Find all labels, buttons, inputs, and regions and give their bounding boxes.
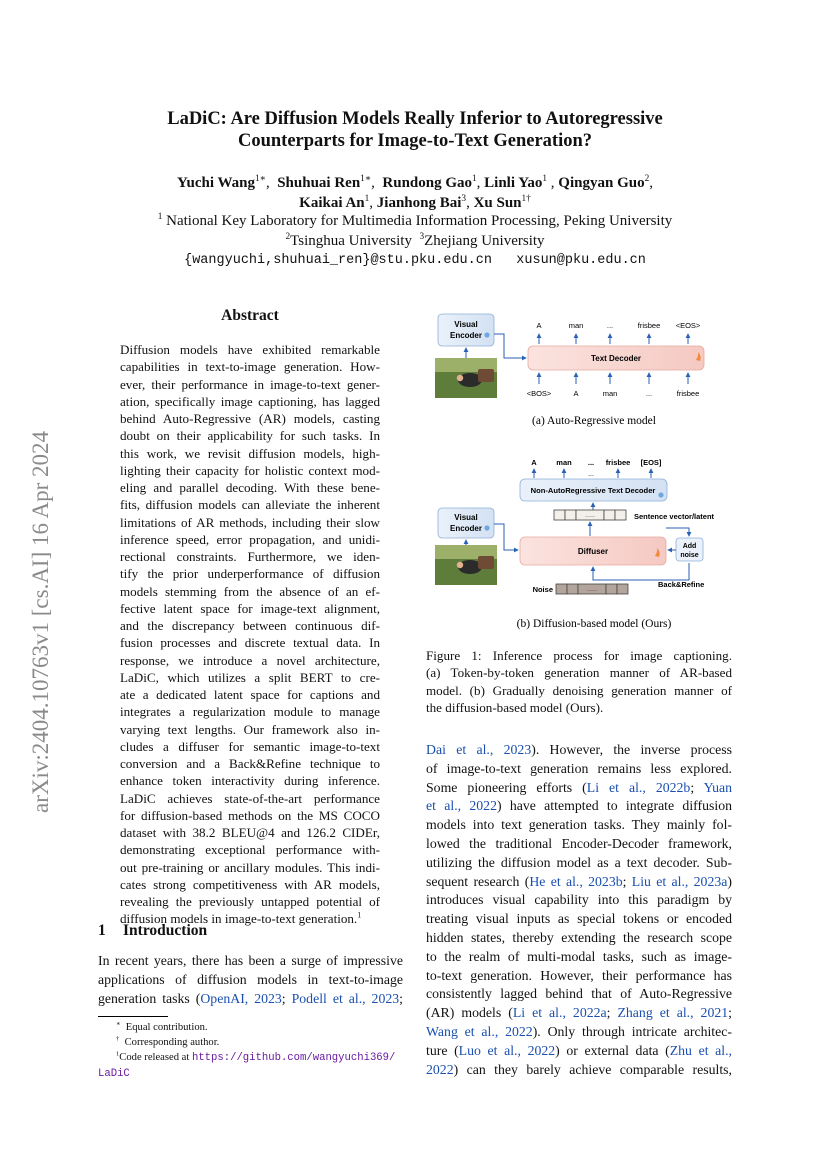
body-line: introduces visual capability into this paradigm by xyxy=(426,892,732,908)
abstract-line: fective latent space for image-text alignment, xyxy=(120,600,380,616)
footnote-text: Corresponding author. xyxy=(124,1037,220,1048)
author-name: Qingyan Guo xyxy=(558,175,645,191)
abstract-line: behind Auto-Regressive (AR) models, casting xyxy=(120,411,380,426)
output-token: man xyxy=(568,321,584,330)
abstract-line: capabilities in text-to-image generation. How- xyxy=(120,359,380,375)
visual-encoder-label: Visual xyxy=(454,320,478,329)
input-token: <BOS> xyxy=(526,389,552,398)
caption-line: model. (b) Gradually denoising generation manner of xyxy=(426,682,732,698)
output-token: [EOS] xyxy=(640,458,662,467)
body-text: ture ( xyxy=(426,1042,459,1058)
author-name: Rundong Gao xyxy=(382,175,473,191)
abstract-line: cates strong competitiveness with AR models, xyxy=(120,876,380,892)
diffuser-label: Diffuser xyxy=(577,547,609,556)
noise-vector xyxy=(556,584,628,594)
author-affil-mark: 2 xyxy=(644,174,650,184)
abstract-line: cludes a diffuser for semantic image-to-text xyxy=(120,738,380,754)
citation-link[interactable]: Podell et al., 2023 xyxy=(291,990,400,1006)
author-name: Shuhuai Ren xyxy=(277,175,361,191)
body-line xyxy=(426,1042,732,1061)
add-noise-label: noise xyxy=(680,552,699,559)
body-text: ) have attempted to integrate diffusion xyxy=(496,798,732,814)
citation-link[interactable]: Liu et al., 2023a xyxy=(631,873,728,889)
arxiv-id-text: arXiv:2404.10763v1 [cs.AI] 16 Apr 2024 xyxy=(28,430,53,814)
title-line-1: LaDiC: Are Diffusion Models Really Inferior to Autoregressive xyxy=(167,109,663,129)
affiliation-2: Tsinghua University xyxy=(290,233,412,249)
footnote-code-cont xyxy=(98,1066,406,1082)
abstract-line: integrates a regularization module to manage xyxy=(120,704,380,720)
code-link[interactable]: LaDiC xyxy=(98,1068,130,1080)
sentence-latent-vector xyxy=(554,510,626,520)
input-token: frisbee xyxy=(676,389,700,398)
citation-link[interactable]: Wang et al., 2022 xyxy=(426,1023,533,1039)
frozen-icon xyxy=(658,492,663,497)
footnote-mark: 1 xyxy=(116,1050,120,1058)
author-affil-mark: 3 xyxy=(461,194,467,204)
abstract-line: and the discrepancy between continuous dif- xyxy=(120,618,380,633)
intro-text: ; xyxy=(281,990,292,1006)
footnote-mark: 1 xyxy=(357,910,362,920)
body-text: Some pioneering efforts ( xyxy=(426,779,587,795)
section-number: 1 xyxy=(98,922,106,939)
author-affil-mark: 1∗ xyxy=(360,174,372,184)
subfigure-caption-b: (b) Diffusion-based model (Ours) xyxy=(516,618,672,630)
ar-model-diagram xyxy=(435,314,704,427)
citation-link[interactable]: Zhang et al., 2021 xyxy=(617,1005,729,1021)
output-token: A xyxy=(531,458,537,467)
visual-encoder-label: Encoder xyxy=(449,524,483,533)
author-emails: {wangyuchi,shuhuai_ren}@stu.pku.edu.cn xusun@pku.edu.cn xyxy=(184,253,646,268)
footnote-rule xyxy=(98,1016,168,1017)
abstract-line: lighting their capacity for holistic context mod- xyxy=(120,462,380,478)
noise-label: Noise xyxy=(532,585,553,594)
abstract-line: LaDiC, which utilizes a split BERT to cre- xyxy=(120,669,380,685)
body-line: hidden states, thereby extending the research scope xyxy=(426,929,732,945)
nar-output-tokens xyxy=(531,458,662,478)
vector-dots: ····· xyxy=(585,514,595,520)
abstract-line: eling and parallel decoding. With these bene- xyxy=(120,480,380,495)
author-affil-mark: 1† xyxy=(521,194,531,204)
abstract-line: varying text lengths. Our framework also in- xyxy=(120,721,380,737)
input-token: A xyxy=(573,389,579,398)
citation-link[interactable]: Dai et al., 2023 xyxy=(426,742,532,757)
body-text: ; xyxy=(606,1005,618,1021)
caption-line: the diffusion-based model (Ours). xyxy=(426,700,604,716)
output-token: ... xyxy=(587,458,595,467)
body-text: sequent research ( xyxy=(426,873,530,889)
right-column-text xyxy=(426,741,732,1079)
figure-1 xyxy=(430,308,740,636)
citation-link[interactable]: OpenAI, 2023 xyxy=(200,990,282,1006)
affil-mark: 3 xyxy=(419,232,425,242)
abstract-line: doubt on their applicability for such tasks. In xyxy=(120,428,380,444)
abstract-line: LaDiC achieves state-of-the-art performance xyxy=(120,790,380,806)
text-decoder-label: Text Decoder xyxy=(590,354,642,363)
intro-line: applications of diffusion models in text-to-image xyxy=(98,971,403,987)
body-line xyxy=(426,1023,732,1042)
footnote-text: Equal contribution. xyxy=(125,1022,208,1033)
vector-dots: ····· xyxy=(587,588,597,594)
abstract-line: ever, their performance in image-to-text gener- xyxy=(120,376,380,392)
input-token: ... xyxy=(645,389,653,398)
author-name: Yuchi Wang xyxy=(177,175,255,191)
body-text: ) xyxy=(727,873,732,889)
abstract-line: for diffusion-based methods on the MS COCO xyxy=(120,807,380,823)
title-line-2: Counterparts for Image-to-Text Generation? xyxy=(237,131,592,151)
affiliations xyxy=(80,211,750,271)
body-line xyxy=(426,741,732,760)
code-link[interactable]: https://github.com/wangyuchi369/ xyxy=(191,1052,396,1064)
body-line: of image-to-text generation remains less explored. xyxy=(426,760,732,776)
body-line: to-text generation. However, their performance has xyxy=(426,967,732,983)
abstract-line: rectional constraints. Furthermore, we iden- xyxy=(120,549,380,564)
abstract-line: dataset with 38.2 BLEU@4 and 126.2 CIDEr, xyxy=(120,825,380,840)
caption-line: Figure 1: Inference process for image captioning. xyxy=(426,648,732,663)
citation-link[interactable]: Li et al., 2022b xyxy=(586,779,691,795)
body-line xyxy=(426,873,732,892)
abstract-line: inference speed, error propagation, and unidi- xyxy=(120,531,380,547)
abstract-line: fits, diffusion models can alleviate the inherent xyxy=(120,497,380,513)
intro-text: generation tasks ( xyxy=(98,990,201,1006)
author-name: Xu Sun xyxy=(473,195,522,211)
section-title: Introduction xyxy=(123,922,208,939)
body-text: (AR) models ( xyxy=(426,1005,513,1021)
output-token: A xyxy=(536,321,542,330)
footnotes xyxy=(98,1020,406,1082)
sentence-latent-label: Sentence vector/latent xyxy=(634,512,715,521)
ar-input-tokens xyxy=(527,373,700,398)
abstract-line: ation, specifically image captioning, has lagged xyxy=(120,393,380,409)
abstract-line: conversion and a Back&Refine technique to xyxy=(120,756,380,771)
body-line: treating visual inputs as special tokens or encoded xyxy=(426,911,732,927)
ar-output-tokens xyxy=(536,321,700,344)
intro-text: ; xyxy=(399,990,403,1006)
abstract-line: tify the prior underperformance of diffusion xyxy=(120,566,380,582)
back-refine-label: Back&Refine xyxy=(658,580,705,589)
visual-encoder-label: Encoder xyxy=(449,331,483,340)
output-token: frisbee xyxy=(637,321,661,330)
author-name: Jianhong Bai xyxy=(376,195,462,211)
author-name: Kaikai An xyxy=(299,195,365,211)
abstract-line: response, we introduce a novel architecture, xyxy=(120,652,380,668)
caption-line: (a) Token-by-token generation manner of AR-based xyxy=(426,665,732,681)
body-line xyxy=(426,1061,732,1080)
output-token: ... xyxy=(606,321,614,330)
body-line: to the realm of multi-modal tasks, such as image- xyxy=(426,948,732,964)
body-text: ). Only through intricate architec- xyxy=(532,1023,732,1039)
footnote-text: Code released at xyxy=(119,1052,192,1063)
abstract-line: limitations of AR methods, including their slow xyxy=(120,514,380,530)
abstract-line: models stemming from the absence of an ef- xyxy=(120,583,380,599)
abstract-line: fusion processes and discrete textual data. In xyxy=(120,635,380,651)
body-text: ; xyxy=(728,1005,732,1021)
footnote-corresponding xyxy=(98,1035,406,1050)
intro-paragraph xyxy=(98,952,403,1008)
subfigure-caption-a: (a) Auto-Regressive model xyxy=(532,415,656,427)
diffusion-model-diagram xyxy=(435,458,715,630)
body-line xyxy=(426,1004,732,1023)
section-heading-introduction xyxy=(98,922,207,940)
citation-link[interactable]: Zhu et al., xyxy=(669,1042,733,1058)
footnote-equal-contribution xyxy=(98,1020,406,1035)
body-line: models into text generation tasks. They mainly fol- xyxy=(426,817,732,833)
author-affil-mark: 1 xyxy=(542,174,548,184)
abstract-line: Diffusion models have exhibited remarkable xyxy=(120,342,380,357)
body-text: ; xyxy=(690,779,704,795)
author-list: Yuchi Wang$^{1∗}$, Shuhuai Ren$^{1∗}$, Rundong Gao$^1$, Linli Yao$^1$ , Qingyan Guo$^2$, Kaikai An$^1$, Jianhong Bai$^3$, Xu Sun$^{1\dagger}$ xyxy=(177,174,653,211)
affiliation-1: National Key Laboratory for Multimedia Information Processing, Peking University xyxy=(166,213,673,229)
affil-mark: 2 xyxy=(285,232,291,242)
body-line xyxy=(426,797,732,816)
intro-line: In recent years, there has been a surge of impressive xyxy=(98,953,403,968)
body-text: ). However, the inverse process xyxy=(531,742,732,757)
ellipsis: ... xyxy=(588,471,594,478)
abstract-body xyxy=(120,341,380,928)
footnote-mark: ∗ xyxy=(116,1020,121,1028)
output-token: frisbee xyxy=(605,458,631,467)
body-line: utilizing the diffusion model as a text decoder. Sub- xyxy=(426,854,732,870)
figure-caption xyxy=(426,647,732,717)
intro-line xyxy=(98,990,403,1009)
body-text: ) or external data ( xyxy=(555,1042,670,1058)
citation-link[interactable]: Li et al., 2022a xyxy=(512,1005,607,1021)
input-token: man xyxy=(602,389,618,398)
affiliation-3: Zhejiang University xyxy=(424,233,545,249)
author-affil-mark: 1 xyxy=(472,174,477,184)
footnote-code xyxy=(98,1050,406,1066)
abstract-line: demonstrating exceptional performance with- xyxy=(120,842,380,858)
body-line: lowed the traditional Encoder-Decoder framework, xyxy=(426,835,732,851)
footnote-mark: † xyxy=(116,1035,120,1043)
citation-link[interactable]: Yuan xyxy=(703,779,732,795)
add-noise-label: Add xyxy=(682,543,697,550)
abstract-line: ate a dedicated latent space for captions and xyxy=(120,687,380,702)
author-affil-mark: 1∗ xyxy=(254,174,266,184)
arxiv-stamp xyxy=(20,372,60,872)
body-line xyxy=(426,779,732,798)
visual-encoder-label: Visual xyxy=(454,513,478,522)
output-token: man xyxy=(556,458,572,467)
body-text: ; xyxy=(622,873,632,889)
citation-link[interactable]: Luo et al., 2022 xyxy=(458,1042,556,1058)
nar-decoder-label: Non-AutoRegressive Text Decoder xyxy=(530,486,656,495)
abstract-last-line: diffusion models in image-to-text generation. xyxy=(120,911,358,927)
body-line: consistently lagged behind that of Auto-Regressive xyxy=(426,986,732,1002)
visual-encoder-box xyxy=(438,314,494,346)
abstract-line: revealing the previously untapped potential of xyxy=(120,894,380,909)
frozen-icon xyxy=(484,525,489,530)
citation-link[interactable]: 2022 xyxy=(426,1061,454,1077)
abstract-line: enhance token interactivity during inference. xyxy=(120,773,380,789)
frozen-icon xyxy=(484,332,489,337)
abstract-heading: Abstract xyxy=(221,307,279,324)
affil-mark: 1 xyxy=(157,212,163,222)
citation-link[interactable]: He et al., 2023b xyxy=(529,873,623,889)
author-name: Linli Yao xyxy=(484,175,543,191)
paper-title xyxy=(80,108,750,152)
output-token: <EOS> xyxy=(675,321,701,330)
abstract-line: this work, we revisit diffusion models, high- xyxy=(120,445,380,461)
abstract-line: out pre-training or ancillary modules. This indi- xyxy=(120,859,380,875)
author-affil-mark: 1 xyxy=(364,194,370,204)
citation-link[interactable]: et al., 2022 xyxy=(426,798,497,814)
body-text: ) can they barely achieve comparable results, xyxy=(453,1061,732,1077)
